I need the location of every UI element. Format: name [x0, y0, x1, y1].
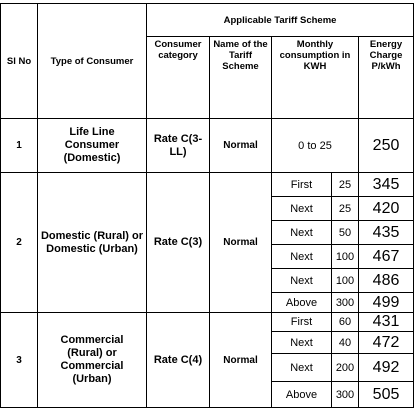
- tariff-table: [0, 3, 414, 408]
- slab-charge: 431: [359, 313, 414, 332]
- slab-charge: 467: [359, 245, 414, 269]
- consumer-category: Rate C(3-LL): [147, 119, 210, 173]
- slab-units: 60: [332, 313, 359, 332]
- slab-units: 100: [332, 245, 359, 269]
- slab-label: Next: [272, 245, 332, 269]
- consumer-type: Life Line Consumer (Domestic): [38, 119, 147, 173]
- header-row-top: [1, 4, 414, 37]
- slab-charge: 472: [359, 332, 414, 354]
- slab-charge: 420: [359, 197, 414, 221]
- sl-number: 1: [1, 119, 38, 173]
- header-type-of-consumer: Type of Consumer: [38, 4, 147, 119]
- table-row: [1, 119, 414, 173]
- table-row: [1, 313, 414, 332]
- slab-units: 300: [332, 293, 359, 313]
- tariff-scheme: Normal: [210, 119, 272, 173]
- slab-label: Next: [272, 269, 332, 293]
- slab-charge: 499: [359, 293, 414, 313]
- header-energy-charge: Energy Charge P/kWh: [359, 37, 414, 119]
- slab-charge: 486: [359, 269, 414, 293]
- slab-charge: 505: [359, 382, 414, 408]
- consumption-range: 0 to 25: [272, 119, 359, 173]
- tariff-scheme: Normal: [210, 313, 272, 408]
- consumer-type: Domestic (Rural) or Domestic (Urban): [38, 173, 147, 313]
- slab-units: 40: [332, 332, 359, 354]
- slab-charge: 435: [359, 221, 414, 245]
- slab-units: 25: [332, 173, 359, 197]
- slab-label: Next: [272, 332, 332, 354]
- table-row: [1, 173, 414, 197]
- slab-label: Next: [272, 354, 332, 382]
- slab-label: Above: [272, 293, 332, 313]
- slab-label: Above: [272, 382, 332, 408]
- consumer-category: Rate C(3): [147, 173, 210, 313]
- header-tariff-scheme-name: Name of the Tariff Scheme: [210, 37, 272, 119]
- slab-label: Next: [272, 197, 332, 221]
- slab-label: Next: [272, 221, 332, 245]
- header-applicable-tariff-scheme: Applicable Tariff Scheme: [147, 4, 414, 37]
- slab-units: 200: [332, 354, 359, 382]
- consumer-type: Commercial (Rural) or Commercial (Urban): [38, 313, 147, 408]
- slab-units: 50: [332, 221, 359, 245]
- sl-number: 2: [1, 173, 38, 313]
- sl-number: 3: [1, 313, 38, 408]
- tariff-scheme: Normal: [210, 173, 272, 313]
- slab-charge: 492: [359, 354, 414, 382]
- slab-units: 300: [332, 382, 359, 408]
- header-consumer-category: Consumer category: [147, 37, 210, 119]
- header-monthly-consumption: Monthly consumption in KWH: [272, 37, 359, 119]
- consumer-category: Rate C(4): [147, 313, 210, 408]
- slab-charge: 345: [359, 173, 414, 197]
- energy-charge: 250: [359, 119, 414, 173]
- slab-label: First: [272, 313, 332, 332]
- header-sl-no: Sl No: [1, 4, 38, 119]
- slab-units: 100: [332, 269, 359, 293]
- slab-units: 25: [332, 197, 359, 221]
- slab-label: First: [272, 173, 332, 197]
